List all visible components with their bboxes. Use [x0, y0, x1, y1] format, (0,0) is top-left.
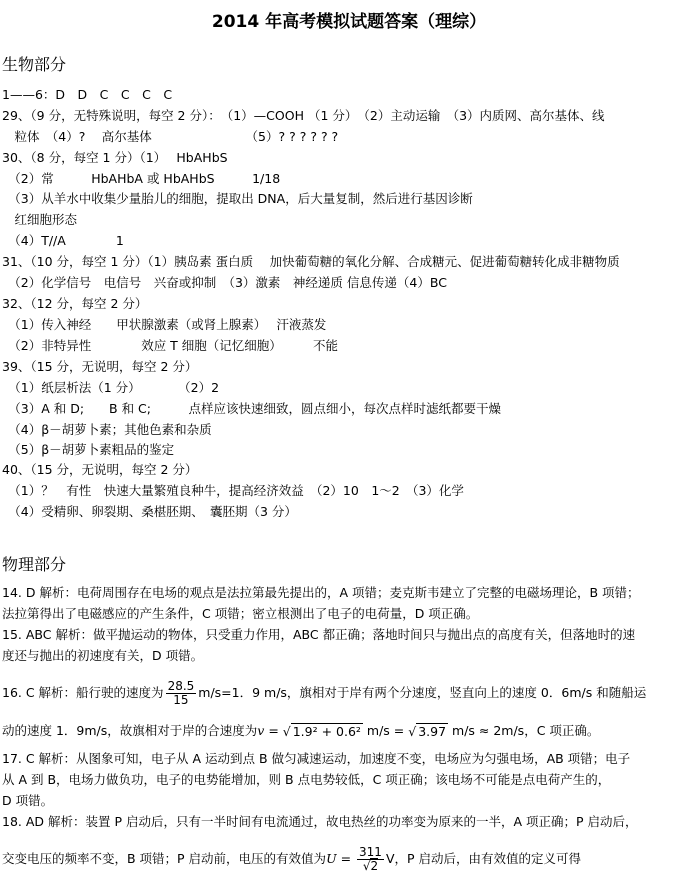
bio-line: （4）β－胡萝卜素；其他色素和杂质	[2, 422, 212, 437]
q16-post: m/s=1．9 m/s，旗相对于岸有两个分速度，竖直向上的速度 0．6m/s 和随船运	[198, 685, 647, 700]
phys-q16-line1	[2, 678, 646, 708]
q18-eq: =	[336, 851, 356, 866]
phys-q16-line2	[2, 720, 599, 743]
physics-heading: 物理部分	[2, 555, 67, 574]
phys-q17-line: 从 A 到 B，电场力做负功，电子的电势能增加，则 B 点电势较低，C 项正确；该电场不可能是点电荷产生的，	[2, 772, 611, 787]
bio-line: （3）A 和 D; B 和 C; 点样应该快速细致，圆点细小，每次点样时滤纸都要干燥	[2, 401, 502, 416]
q18-line2-post: V，P 启动后，由有效值的定义可得	[385, 851, 582, 866]
bio-line: （2）化学信号 电信号 兴奋或抑制 （3）激素 神经递质 信息传递（4）BC	[2, 275, 447, 290]
bio-line: （5）β－胡萝卜素粗品的鉴定	[2, 442, 175, 457]
q16-sqrt-1: √ 1.9² + 0.6²	[282, 723, 361, 739]
q16-post2: m/s ≈ 2m/s，C 项正确。	[448, 723, 600, 738]
phys-q17-line: 17. C 解析：从图象可知，电子从 A 运动到点 B 做匀减速运动，加速度不变，电场应为匀强电场，AB 项错；电子	[2, 751, 631, 766]
phys-q15-line: 度还与抛出的初速度有关，D 项错。	[2, 648, 204, 663]
q18-fraction	[357, 846, 384, 873]
q16-frac-den: 15	[173, 693, 189, 707]
phys-q14-line: 14. D 解析：电荷周围存在电场的观点是法拉第最先提出的，A 项错；麦克斯韦建立了完整的电磁场理论，B 项错；	[2, 585, 640, 600]
bio-line: 29、（9 分，无特殊说明，每空 2 分）： （1）—COOH （1 分） （2）主动运输 （3）内质网、高尔基体、线	[2, 108, 605, 123]
q16-var-v: v	[257, 723, 265, 738]
q16-radicand-2: 3.97	[418, 723, 447, 739]
q16-pre: 16. C 解析：船行驶的速度为	[2, 685, 164, 700]
q18-frac-den: √2	[362, 859, 379, 873]
q18-frac-num: 311	[359, 845, 382, 859]
bio-line: （1）纸层析法（1 分） （2）2	[2, 380, 220, 395]
bio-line: 39、（15 分，无说明，每空 2 分）	[2, 359, 198, 374]
q18-var-u: U	[326, 851, 337, 866]
phys-q18-line2	[2, 842, 581, 876]
q16-frac-num: 28.5	[167, 679, 195, 693]
phys-q14-line: 法拉第得出了电磁感应的产生条件，C 项错；密立根测出了电子的电荷量，D 项正确。	[2, 606, 479, 621]
q16-eq: =	[264, 723, 283, 738]
q16-line2-pre: 动的速度 1．9m/s，故旗相对于岸的合速度为	[2, 723, 258, 738]
bio-line: 1——6：D D C C C C	[2, 87, 173, 102]
bio-line: （1）传入神经 甲状腺激素（或肾上腺素） 汗液蒸发	[2, 317, 327, 332]
bio-line: （2）常 HbAHbA 或 HbAHbS 1/18	[2, 171, 281, 186]
bio-line: （3）从羊水中收集少量胎儿的细胞，提取出 DNA，后大量复制，然后进行基因诊断	[2, 191, 473, 206]
q16-mid: m/s =	[362, 723, 409, 738]
phys-q18-line1: 18. AD 解析：装置 P 启动后，只有一半时间有电流通过，故电热丝的功率变为原来的一半，A 项正确；P 启动后，	[2, 814, 638, 829]
q16-radicand-1: 1.9² + 0.6²	[292, 723, 361, 739]
bio-line: 红细胞形态	[2, 212, 78, 227]
bio-line: 40、（15 分，无说明，每空 2 分）	[2, 462, 198, 477]
q18-line2-pre: 交变电压的频率不变，B 项错；P 启动前，电压的有效值为	[2, 851, 327, 866]
bio-line: （1）？ 有性 快速大量繁殖良种牛，提高经济效益 （2）10 1～2 （3）化学	[2, 483, 464, 498]
q18-frac-den-radicand: 2	[370, 859, 379, 873]
phys-q17-line: D 项错。	[2, 793, 54, 808]
bio-line: 30、（8 分，每空 1 分）（1） HbAHbS	[2, 150, 228, 165]
bio-line: （2）非特异性 效应 T 细胞（记忆细胞） 不能	[2, 338, 339, 353]
phys-q15-line: 15. ABC 解析：做平抛运动的物体，只受重力作用，ABC 都正确；落地时间只与抛出点的高度有关，但落地时的速	[2, 627, 636, 642]
q16-fraction	[166, 680, 197, 707]
bio-line: 粒体 （4）? 高尔基体 （5）? ? ? ? ? ?	[2, 129, 339, 144]
bio-line: （4）受精卵、卵裂期、桑椹胚期、 囊胚期（3 分）	[2, 504, 297, 519]
q16-sqrt-2: √ 3.97	[408, 723, 447, 739]
page-title: 2014 年高考模拟试题答案（理综）	[211, 12, 487, 32]
biology-heading: 生物部分	[2, 55, 67, 74]
bio-line: 31、（10 分，每空 1 分）（1）胰岛素 蛋白质 加快葡萄糖的氧化分解、合成糖元、促进葡萄糖转化成非糖物质	[2, 254, 620, 269]
bio-line: （4）T//A 1	[2, 233, 124, 248]
bio-line: 32、（12 分，每空 2 分）	[2, 296, 148, 311]
